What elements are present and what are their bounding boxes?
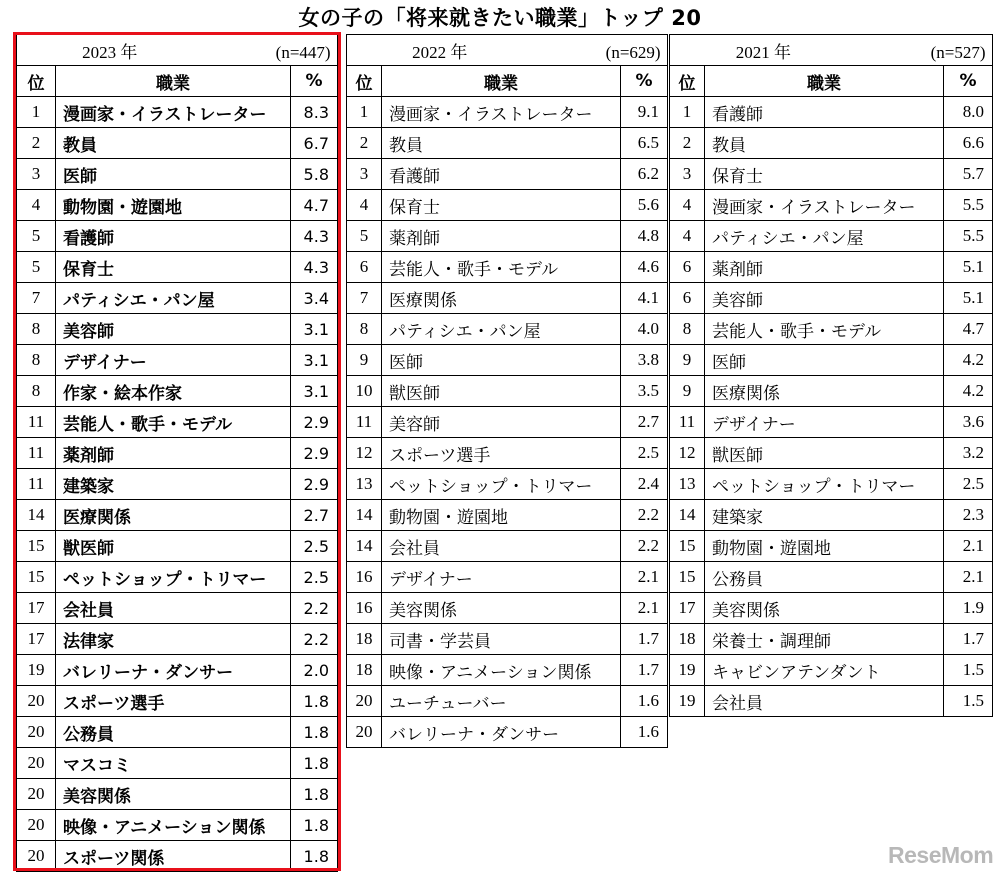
- rank-cell: 13: [670, 469, 705, 500]
- job-cell: 薬剤師: [56, 438, 291, 469]
- percent-cell: 2.5: [944, 469, 993, 500]
- percent-cell: 3.4: [291, 283, 338, 314]
- table-row: [670, 314, 993, 345]
- percent-cell: 2.2: [621, 531, 668, 562]
- percent-cell: 4.3: [291, 252, 338, 283]
- rank-cell: 8: [17, 376, 56, 407]
- percent-cell: 2.5: [291, 562, 338, 593]
- percent-cell: 1.8: [291, 686, 338, 717]
- percent-cell: 2.7: [291, 500, 338, 531]
- job-cell: 美容師: [705, 283, 944, 314]
- table-row: [347, 593, 668, 624]
- table-row: [670, 531, 993, 562]
- rank-cell: 19: [670, 686, 705, 717]
- job-cell: 動物園・遊園地: [56, 190, 291, 221]
- rank-cell: 2: [670, 128, 705, 159]
- percent-cell: 2.9: [291, 407, 338, 438]
- rank-cell: 20: [17, 748, 56, 779]
- percent-cell: 2.1: [621, 562, 668, 593]
- table-row: [17, 283, 338, 314]
- job-cell: 芸能人・歌手・モデル: [56, 407, 291, 438]
- percent-cell: 1.8: [291, 779, 338, 810]
- table-row: [17, 500, 338, 531]
- table-row: [17, 748, 338, 779]
- table-row: [347, 221, 668, 252]
- rank-cell: 11: [17, 469, 56, 500]
- job-cell: 薬剤師: [705, 252, 944, 283]
- job-cell: マスコミ: [56, 748, 291, 779]
- table-row: [670, 159, 993, 190]
- table-row: [347, 314, 668, 345]
- percent-cell: 1.7: [621, 624, 668, 655]
- rank-column-header: 位: [670, 66, 705, 97]
- column-header-row: [670, 66, 993, 97]
- percent-cell: 1.8: [291, 810, 338, 841]
- job-cell: 保育士: [56, 252, 291, 283]
- rank-cell: 11: [17, 438, 56, 469]
- percent-cell: 1.7: [944, 624, 993, 655]
- rank-cell: 4: [17, 190, 56, 221]
- rank-cell: 20: [347, 686, 382, 717]
- table-row: [347, 97, 668, 128]
- job-cell: パティシエ・パン屋: [705, 221, 944, 252]
- percent-cell: 1.9: [944, 593, 993, 624]
- job-cell: 動物園・遊園地: [705, 531, 944, 562]
- percent-cell: 4.8: [621, 221, 668, 252]
- table-row: [17, 438, 338, 469]
- rank-cell: 2: [17, 128, 56, 159]
- job-cell: 芸能人・歌手・モデル: [382, 252, 621, 283]
- job-cell: ペットショップ・トリマー: [56, 562, 291, 593]
- percent-cell: 5.8: [291, 159, 338, 190]
- table-row: [347, 190, 668, 221]
- percent-cell: 2.1: [944, 562, 993, 593]
- table-row: [17, 810, 338, 841]
- job-cell: 会社員: [382, 531, 621, 562]
- percent-cell: 5.7: [944, 159, 993, 190]
- percent-column-header: %: [621, 66, 668, 97]
- rank-cell: 14: [17, 500, 56, 531]
- job-cell: 美容師: [382, 407, 621, 438]
- job-cell: 保育士: [705, 159, 944, 190]
- percent-cell: 5.1: [944, 283, 993, 314]
- percent-cell: 1.6: [621, 686, 668, 717]
- table-row: [17, 562, 338, 593]
- job-cell: 医療関係: [705, 376, 944, 407]
- job-cell: 栄養士・調理師: [705, 624, 944, 655]
- percent-cell: 2.4: [621, 469, 668, 500]
- percent-cell: 2.2: [291, 624, 338, 655]
- table-row: [17, 717, 338, 748]
- percent-cell: 4.6: [621, 252, 668, 283]
- table-row: [347, 159, 668, 190]
- table-row: [17, 407, 338, 438]
- ranking-table-2022: [346, 34, 668, 748]
- rank-cell: 3: [17, 159, 56, 190]
- percent-cell: 1.8: [291, 841, 338, 872]
- percent-cell: 1.7: [621, 655, 668, 686]
- percent-cell: 6.6: [944, 128, 993, 159]
- rank-cell: 7: [347, 283, 382, 314]
- job-cell: デザイナー: [56, 345, 291, 376]
- job-column-header: 職業: [56, 66, 291, 97]
- rank-cell: 4: [670, 190, 705, 221]
- table-row: [347, 376, 668, 407]
- job-cell: ペットショップ・トリマー: [705, 469, 944, 500]
- percent-cell: 2.9: [291, 469, 338, 500]
- table-row: [670, 624, 993, 655]
- rank-cell: 8: [347, 314, 382, 345]
- job-cell: 医師: [56, 159, 291, 190]
- job-cell: 医療関係: [382, 283, 621, 314]
- table-row: [17, 314, 338, 345]
- rank-column-header: 位: [17, 66, 56, 97]
- job-cell: パティシエ・パン屋: [56, 283, 291, 314]
- column-header-row: [347, 66, 668, 97]
- job-cell: 医師: [705, 345, 944, 376]
- job-cell: デザイナー: [382, 562, 621, 593]
- rank-cell: 11: [17, 407, 56, 438]
- percent-cell: 1.8: [291, 748, 338, 779]
- rank-cell: 3: [347, 159, 382, 190]
- rank-cell: 20: [17, 717, 56, 748]
- year-label: 2021 年: [735, 42, 791, 62]
- rank-cell: 20: [17, 686, 56, 717]
- percent-cell: 3.1: [291, 314, 338, 345]
- table-row: [17, 190, 338, 221]
- percent-cell: 3.8: [621, 345, 668, 376]
- percent-cell: 3.1: [291, 376, 338, 407]
- job-cell: 美容師: [56, 314, 291, 345]
- job-cell: 動物園・遊園地: [382, 500, 621, 531]
- table-row: [17, 841, 338, 872]
- job-cell: 看護師: [56, 221, 291, 252]
- percent-cell: 2.1: [621, 593, 668, 624]
- percent-column-header: %: [944, 66, 993, 97]
- ranking-table-2021: [669, 34, 993, 717]
- percent-cell: 1.5: [944, 655, 993, 686]
- year-header: [347, 35, 668, 66]
- rank-cell: 17: [17, 624, 56, 655]
- job-cell: 美容関係: [56, 779, 291, 810]
- rank-cell: 12: [670, 438, 705, 469]
- percent-cell: 4.3: [291, 221, 338, 252]
- rank-cell: 8: [17, 314, 56, 345]
- job-column-header: 職業: [382, 66, 621, 97]
- rank-cell: 8: [670, 314, 705, 345]
- job-cell: 公務員: [705, 562, 944, 593]
- rank-cell: 16: [347, 593, 382, 624]
- job-cell: 漫画家・イラストレーター: [382, 97, 621, 128]
- table-row: [670, 686, 993, 717]
- percent-cell: 5.6: [621, 190, 668, 221]
- job-cell: 映像・アニメーション関係: [382, 655, 621, 686]
- table-row: [347, 438, 668, 469]
- job-cell: 建築家: [705, 500, 944, 531]
- column-header-row: [17, 66, 338, 97]
- table-row: [347, 128, 668, 159]
- job-cell: 保育士: [382, 190, 621, 221]
- job-cell: 獣医師: [382, 376, 621, 407]
- percent-cell: 2.0: [291, 655, 338, 686]
- job-column-header: 職業: [705, 66, 944, 97]
- table-row: [670, 283, 993, 314]
- sample-size-label: (n=527): [930, 42, 986, 62]
- job-cell: 漫画家・イラストレーター: [705, 190, 944, 221]
- percent-cell: 9.1: [621, 97, 668, 128]
- rank-cell: 4: [347, 190, 382, 221]
- job-cell: 美容関係: [705, 593, 944, 624]
- job-cell: 司書・学芸員: [382, 624, 621, 655]
- resemom-logo: ReseMom: [888, 842, 994, 868]
- table-row: [347, 252, 668, 283]
- table-row: [670, 500, 993, 531]
- job-cell: バレリーナ・ダンサー: [56, 655, 291, 686]
- sample-size-label: (n=447): [275, 42, 331, 62]
- page-title: 女の子の「将来就きたい職業」トップ 20: [298, 6, 702, 30]
- table-row: [670, 345, 993, 376]
- table-row: [17, 779, 338, 810]
- job-cell: 教員: [382, 128, 621, 159]
- rank-cell: 20: [17, 810, 56, 841]
- percent-cell: 5.5: [944, 221, 993, 252]
- job-cell: 美容関係: [382, 593, 621, 624]
- table-row: [347, 345, 668, 376]
- percent-cell: 8.3: [291, 97, 338, 128]
- rank-cell: 20: [347, 717, 382, 748]
- percent-cell: 4.0: [621, 314, 668, 345]
- rank-cell: 5: [17, 252, 56, 283]
- percent-cell: 2.1: [944, 531, 993, 562]
- rank-cell: 14: [347, 500, 382, 531]
- job-cell: 薬剤師: [382, 221, 621, 252]
- percent-cell: 4.2: [944, 376, 993, 407]
- percent-cell: 2.2: [621, 500, 668, 531]
- table-row: [347, 469, 668, 500]
- percent-cell: 2.2: [291, 593, 338, 624]
- percent-cell: 8.0: [944, 97, 993, 128]
- job-cell: 公務員: [56, 717, 291, 748]
- rank-cell: 15: [670, 562, 705, 593]
- job-cell: パティシエ・パン屋: [382, 314, 621, 345]
- ranking-table-2023: [16, 34, 338, 872]
- job-cell: 建築家: [56, 469, 291, 500]
- rank-cell: 10: [347, 376, 382, 407]
- percent-cell: 1.8: [291, 717, 338, 748]
- rank-cell: 6: [670, 283, 705, 314]
- job-cell: ユーチューバー: [382, 686, 621, 717]
- job-cell: 会社員: [705, 686, 944, 717]
- rank-column-header: 位: [347, 66, 382, 97]
- rank-cell: 12: [347, 438, 382, 469]
- percent-cell: 6.5: [621, 128, 668, 159]
- percent-cell: 3.2: [944, 438, 993, 469]
- table-row: [670, 655, 993, 686]
- percent-cell: 4.2: [944, 345, 993, 376]
- job-cell: 教員: [705, 128, 944, 159]
- percent-cell: 3.1: [291, 345, 338, 376]
- rank-cell: 9: [347, 345, 382, 376]
- table-row: [347, 717, 668, 748]
- table-row: [17, 159, 338, 190]
- job-cell: ペットショップ・トリマー: [382, 469, 621, 500]
- rank-cell: 9: [670, 376, 705, 407]
- year-label: 2022 年: [412, 42, 468, 62]
- percent-cell: 2.7: [621, 407, 668, 438]
- percent-cell: 4.1: [621, 283, 668, 314]
- percent-cell: 5.1: [944, 252, 993, 283]
- table-row: [17, 345, 338, 376]
- table-row: [17, 655, 338, 686]
- job-cell: デザイナー: [705, 407, 944, 438]
- job-cell: キャビンアテンダント: [705, 655, 944, 686]
- rank-cell: 15: [17, 562, 56, 593]
- rank-cell: 18: [670, 624, 705, 655]
- rank-cell: 5: [17, 221, 56, 252]
- percent-cell: 3.6: [944, 407, 993, 438]
- table-row: [670, 562, 993, 593]
- rank-cell: 14: [347, 531, 382, 562]
- year-header: [17, 35, 338, 66]
- percent-cell: 5.5: [944, 190, 993, 221]
- percent-cell: 2.9: [291, 438, 338, 469]
- rank-cell: 18: [347, 624, 382, 655]
- table-row: [17, 469, 338, 500]
- table-row: [347, 686, 668, 717]
- rank-cell: 1: [670, 97, 705, 128]
- rank-cell: 14: [670, 500, 705, 531]
- rank-cell: 20: [17, 841, 56, 872]
- table-row: [347, 407, 668, 438]
- rank-cell: 6: [347, 252, 382, 283]
- table-row: [17, 221, 338, 252]
- job-cell: 看護師: [705, 97, 944, 128]
- percent-cell: 2.3: [944, 500, 993, 531]
- rank-cell: 2: [347, 128, 382, 159]
- table-row: [17, 624, 338, 655]
- percent-cell: 1.6: [621, 717, 668, 748]
- table-row: [347, 500, 668, 531]
- table-row: [347, 562, 668, 593]
- rank-cell: 11: [347, 407, 382, 438]
- table-row: [670, 97, 993, 128]
- rank-cell: 15: [670, 531, 705, 562]
- rank-cell: 4: [670, 221, 705, 252]
- job-cell: 作家・絵本作家: [56, 376, 291, 407]
- table-row: [17, 376, 338, 407]
- table-row: [670, 221, 993, 252]
- table-row: [347, 624, 668, 655]
- rank-cell: 19: [670, 655, 705, 686]
- rank-cell: 9: [670, 345, 705, 376]
- job-cell: スポーツ関係: [56, 841, 291, 872]
- job-cell: 芸能人・歌手・モデル: [705, 314, 944, 345]
- percent-cell: 4.7: [944, 314, 993, 345]
- rank-cell: 5: [347, 221, 382, 252]
- percent-cell: 6.2: [621, 159, 668, 190]
- table-row: [670, 407, 993, 438]
- table-row: [17, 128, 338, 159]
- job-cell: 医師: [382, 345, 621, 376]
- rank-cell: 1: [347, 97, 382, 128]
- year-label: 2023 年: [82, 42, 138, 62]
- percent-cell: 4.7: [291, 190, 338, 221]
- job-cell: 会社員: [56, 593, 291, 624]
- table-row: [670, 376, 993, 407]
- job-cell: 映像・アニメーション関係: [56, 810, 291, 841]
- table-row: [347, 655, 668, 686]
- table-row: [347, 531, 668, 562]
- rank-cell: 7: [17, 283, 56, 314]
- job-cell: 医療関係: [56, 500, 291, 531]
- job-cell: 獣医師: [705, 438, 944, 469]
- year-header-row: [670, 35, 993, 66]
- table-row: [17, 252, 338, 283]
- job-cell: 漫画家・イラストレーター: [56, 97, 291, 128]
- percent-cell: 1.5: [944, 686, 993, 717]
- rank-cell: 18: [347, 655, 382, 686]
- job-cell: 獣医師: [56, 531, 291, 562]
- rank-cell: 6: [670, 252, 705, 283]
- percent-cell: 2.5: [621, 438, 668, 469]
- table-row: [670, 469, 993, 500]
- table-row: [670, 128, 993, 159]
- percent-cell: 3.5: [621, 376, 668, 407]
- table-row: [670, 190, 993, 221]
- rank-cell: 11: [670, 407, 705, 438]
- table-row: [670, 252, 993, 283]
- rank-cell: 16: [347, 562, 382, 593]
- table-row: [17, 686, 338, 717]
- year-header-row: [347, 35, 668, 66]
- job-cell: バレリーナ・ダンサー: [382, 717, 621, 748]
- rank-cell: 13: [347, 469, 382, 500]
- table-row: [17, 593, 338, 624]
- table-row: [347, 283, 668, 314]
- job-cell: 法律家: [56, 624, 291, 655]
- job-cell: スポーツ選手: [382, 438, 621, 469]
- rank-cell: 15: [17, 531, 56, 562]
- table-row: [17, 531, 338, 562]
- sample-size-label: (n=629): [605, 42, 661, 62]
- percent-column-header: %: [291, 66, 338, 97]
- table-row: [17, 97, 338, 128]
- job-cell: 教員: [56, 128, 291, 159]
- rank-cell: 17: [670, 593, 705, 624]
- rank-cell: 19: [17, 655, 56, 686]
- year-header-row: [17, 35, 338, 66]
- year-header: [670, 35, 993, 66]
- rank-cell: 8: [17, 345, 56, 376]
- rank-cell: 20: [17, 779, 56, 810]
- percent-cell: 6.7: [291, 128, 338, 159]
- rank-cell: 17: [17, 593, 56, 624]
- percent-cell: 2.5: [291, 531, 338, 562]
- job-cell: スポーツ選手: [56, 686, 291, 717]
- table-row: [670, 593, 993, 624]
- rank-cell: 3: [670, 159, 705, 190]
- table-row: [670, 438, 993, 469]
- job-cell: 看護師: [382, 159, 621, 190]
- rank-cell: 1: [17, 97, 56, 128]
